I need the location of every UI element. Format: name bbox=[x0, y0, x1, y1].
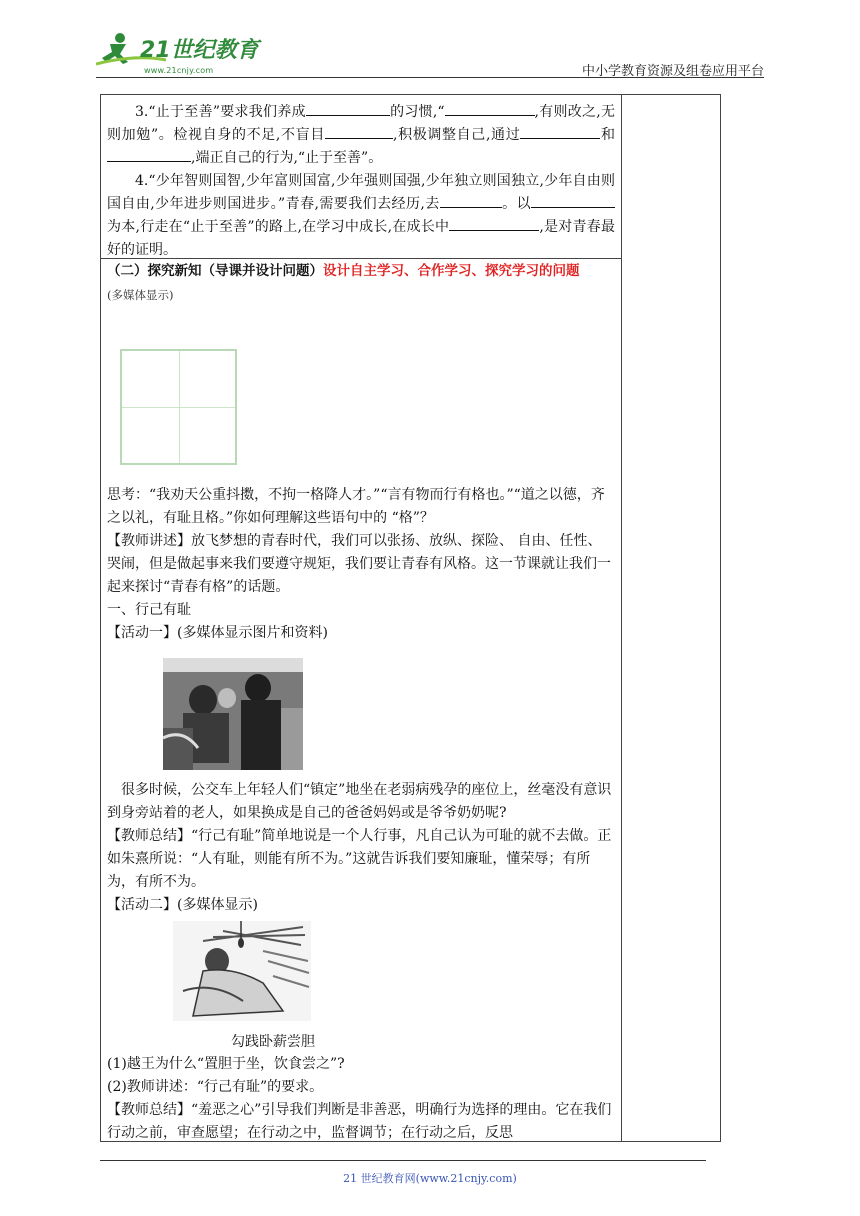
activity-2: 【活动二】(多媒体显示) bbox=[107, 897, 258, 913]
bus-section bbox=[107, 779, 615, 917]
section-title: （二）探究新知（导课并设计问题）设计自主学习、合作学习、探究学习的问题 bbox=[107, 263, 580, 279]
teacher-talk: 【教师讲述】放飞梦想的青春时代，我们可以张扬、放纵、探险、 自由、任性、哭闹，但是做起事来我们要遵守规矩，我们要让青春有风格。这一节课就让我们一起来探讨“青春有格”的话题。 bbox=[107, 533, 611, 595]
think-question: 思考：“我劝天公重抖擞，不拘一格降人才。”“言有物而行有格也。”“道之以德，齐之以礼，有耻且格。”你如何理解这些语句中的 “格”？ bbox=[107, 487, 605, 526]
question-4: 4.“少年智则国智,少年富则国富,少年强则国强,少年独立则国独立,少年自由则国自由,少年进步则国进步。”青春,需要我们去经历,去 。以为本,行走在“止于至善”的路上,在学习中成长,在成长中 ,是对青春最好的证明。 bbox=[107, 173, 615, 258]
column-divider bbox=[621, 95, 622, 1141]
teacher-summary-2: 【教师总结】“羞恶之心”引导我们判断是非善恶，明确行为选择的理由。它在我们行动之前，审查愿望；在行动之中，监督调节；在行动之后，反思 bbox=[107, 1102, 612, 1141]
blank-4-2[interactable] bbox=[531, 193, 615, 208]
question-3: 3.“止于至善”要求我们养成 的习惯,“ ,有则改之,无则加勉”。检视自身的不足,不盲目 ,积极调整自己,通过 和,端正自己的行为,“止于至善”。 bbox=[107, 101, 615, 170]
review-cell bbox=[107, 101, 615, 262]
header-divider bbox=[96, 77, 764, 78]
question-1: (1)越王为什么“置胆于坐，饮食尝之”? bbox=[107, 1056, 345, 1072]
blank-3-3[interactable] bbox=[325, 124, 393, 139]
lesson-table bbox=[100, 94, 721, 1142]
illustration-caption: 勾践卧薪尝胆 bbox=[231, 1034, 315, 1050]
bus-photo bbox=[163, 658, 303, 770]
explore-cell bbox=[107, 261, 615, 307]
section-1-heading: 一、行己有耻 bbox=[107, 602, 191, 618]
blank-3-5[interactable] bbox=[107, 147, 191, 162]
teacher-summary-1: 【教师总结】“行己有耻”简单地说是一个人行事，凡自己认为可耻的就不去做。正如朱熹所说：“人有耻，则能有所不为。”这就告诉我们要知廉耻，懂荣辱；有所为，有所不为。 bbox=[107, 828, 612, 890]
logo-text: 21世纪教育 bbox=[140, 38, 259, 63]
explore-cell-body bbox=[107, 484, 615, 645]
logo-url: www.21cnjy.com bbox=[144, 66, 214, 75]
blank-4-1[interactable] bbox=[440, 193, 502, 208]
site-logo[interactable] bbox=[96, 30, 266, 78]
activity-1: 【活动一】(多媒体显示图片和资料) bbox=[107, 625, 328, 641]
footer-divider bbox=[100, 1160, 706, 1161]
writing-grid-image bbox=[120, 349, 237, 465]
blank-4-3[interactable] bbox=[449, 216, 539, 231]
blank-3-4[interactable] bbox=[520, 124, 600, 139]
multimedia-note: (多媒体显示) bbox=[107, 288, 174, 302]
blank-3-2[interactable] bbox=[445, 101, 535, 116]
goujian-section bbox=[107, 1053, 615, 1145]
bus-scenario: 很多时候，公交车上年轻人们“镇定”地坐在老弱病残孕的座位上，丝毫没有意识到身旁站着的老人，如果换成是自己的爸爸妈妈或是爷爷奶奶呢? bbox=[107, 782, 612, 821]
running-figure-logo-icon bbox=[96, 30, 266, 70]
question-2: (2)教师讲述：“行己有耻”的要求。 bbox=[107, 1079, 324, 1095]
platform-title: 中小学教育资源及组卷应用平台 bbox=[581, 64, 764, 79]
footer-text[interactable]: 21 世纪教育网(www.21cnjy.com) bbox=[343, 1172, 517, 1185]
page-header bbox=[96, 30, 764, 78]
goujian-illustration bbox=[173, 921, 311, 1021]
blank-3-1[interactable] bbox=[306, 101, 390, 116]
